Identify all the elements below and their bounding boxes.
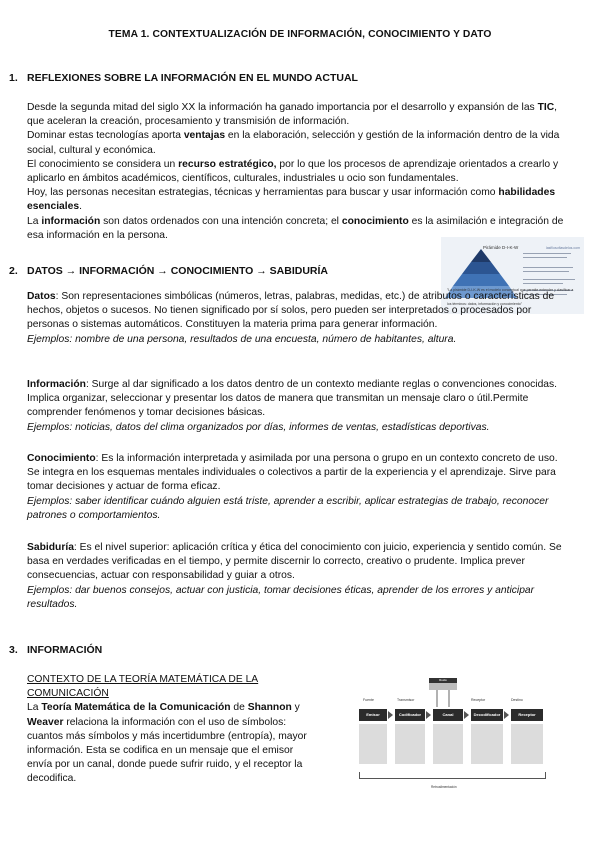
paragraph: La Teoría Matemática de la Comunicación de Shannon y Weaver relaciona la información con el uso de símbolos: cuantos más símbolos y más incertidumbre (entropía), mayor información. Esta se codifica en un mensaje que el emisor envía por un canal, donde puede sufrir ruido, y el receptor la decodifica. — [27, 702, 307, 785]
examples-datos: Ejemplos: nombre de una persona, resultados de una encuesta, número de habitantes, altura. — [27, 333, 457, 345]
section-2-body — [27, 290, 565, 347]
box-codificador: Codificador — [395, 709, 425, 721]
header-fuente: Fuente — [363, 698, 374, 702]
section-2-informacion — [27, 378, 565, 435]
paragraph: El conocimiento se considera un recurso estratégico, por lo que los procesos de aprendizaje orientados a crearlo y aplicarlo en ámbitos académicos, científicos, culturales, industriales u ocio son fundamentales. — [27, 158, 559, 185]
section-3-heading: 3. INFORMACIÓN — [9, 644, 103, 656]
examples-sabiduria: Ejemplos: dar buenos consejos, actuar con justicia, tomar decisiones éticas, aprender de los errores y anticipar resultados. — [27, 584, 535, 610]
desc-emisor — [359, 724, 387, 764]
section-2-heading: 2. DATOS → INFORMACIÓN → CONOCIMIENTO → SABIDURÍA — [9, 265, 329, 277]
pyramid-source: lasfilosofiasdelos.com — [545, 246, 580, 250]
paragraph: La información son datos ordenados con una intención concreta; el conocimiento es la asimilación e integración de esa información en la persona. — [27, 215, 564, 241]
pyramid-level-wisdom — [471, 249, 491, 262]
arrow — [504, 711, 509, 719]
definition-conocimiento: Conocimiento: Es la información interpretada y asimilada por una persona o grupo en un contexto concreto de uso. Se integra en los esquemas mentales individuales o colectivos a partir de la experiencia y el aprendizaje. Sirve para tomar decisiones y actuar de forma eficaz. — [27, 453, 558, 493]
document-title: TEMA 1. CONTEXTUALIZACIÓN DE INFORMACIÓN, CONOCIMIENTO Y DATO — [108, 29, 492, 40]
section-3-body — [27, 673, 317, 787]
desc-receptor — [511, 724, 543, 764]
paragraph: Dominar estas tecnologías aporta ventajas en la elaboración, selección y gestión de la información dentro de la vida social, cultural y económica. — [27, 130, 560, 156]
header-receptor: Receptor — [471, 698, 486, 702]
pyramid-caption: "La pirámide D-I-K-W es el modelo conceptual que permite entender y clasificar a los términos: datos, información y conocimiento" — [447, 287, 574, 306]
box-decodificador: Decodificador — [471, 709, 503, 721]
examples-informacion: Ejemplos: noticias, datos del clima organizados por días, informes de ventas, estadísticas deportivas. — [27, 421, 490, 433]
noise-box: Ruido — [429, 678, 457, 690]
box-canal: Canal — [433, 709, 463, 721]
communication-model-figure — [351, 676, 551, 790]
pyramid-title: Pirámide D-I-K-W — [483, 245, 519, 250]
arrow — [388, 711, 393, 719]
feedback-label: Retroalimentación — [431, 785, 457, 789]
box-emisor: Emisor — [359, 709, 387, 721]
paragraph: Desde la segunda mitad del siglo XX la información ha ganado importancia por el desarrollo y expansión de las TIC, que aceleran la creación, procesamiento y transmisión de información. — [27, 102, 558, 128]
definition-informacion: Información: Surge al dar significado a los datos dentro de un contexto mediante reglas o convenciones conocidas. Implica organizar, seleccionar y presentar los datos de manera que transmitan un mensaje claro o útil.Permite comprender fenómenos y tomar decisiones básicas. — [27, 379, 558, 419]
desc-codificador — [395, 724, 425, 764]
pyramid-level-knowledge — [462, 262, 500, 274]
header-transmisor: Transmisor — [397, 698, 415, 702]
section-1-heading: 1. REFLEXIONES SOBRE LA INFORMACIÓN EN EL MUNDO ACTUAL — [9, 72, 358, 84]
arrow — [464, 711, 469, 719]
definition-sabiduria: Sabiduría: Es el nivel superior: aplicación crítica y ética del conocimiento con juicio, experiencia y sentido común. Se basa en verdades verificadas en el tiempo, y permite discernir lo correcto, creativo o prudente. Implica prever consecuencias, actuar con responsabilidad y guiar a otros. — [27, 542, 562, 582]
desc-canal — [433, 724, 463, 764]
box-receptor: Receptor — [511, 709, 543, 721]
section-1-body — [27, 101, 565, 243]
paragraph: Hoy, las personas necesitan estrategias, técnicas y herramientas para buscar y usar información como habilidades esenciales. — [27, 187, 556, 213]
feedback-loop — [359, 772, 546, 779]
subheading: CONTEXTO DE LA TEORÍA MATEMÁTICA DE LA COMUNICACIÓN — [27, 674, 259, 700]
desc-decodificador — [471, 724, 503, 764]
header-destino: Destino — [511, 698, 523, 702]
section-2-conocimiento — [27, 452, 565, 523]
section-2-sabiduria — [27, 541, 565, 612]
arrow — [426, 711, 431, 719]
examples-conocimiento: Ejemplos: saber identificar cuándo alguien está triste, aprender a escribir, aplicar estrategias de trabajo, reconocer patrones o comportamientos. — [27, 495, 549, 521]
definition-datos: Datos: Son representaciones simbólicas (números, letras, palabras, medidas, etc.) de atributos o características de hechos, objetos o sucesos. No tienen significado por sí solos, pero pueden ser interpretados o procesados por personas o sistemas automáticos. Constituyen la materia prima para generar información. — [27, 291, 555, 331]
